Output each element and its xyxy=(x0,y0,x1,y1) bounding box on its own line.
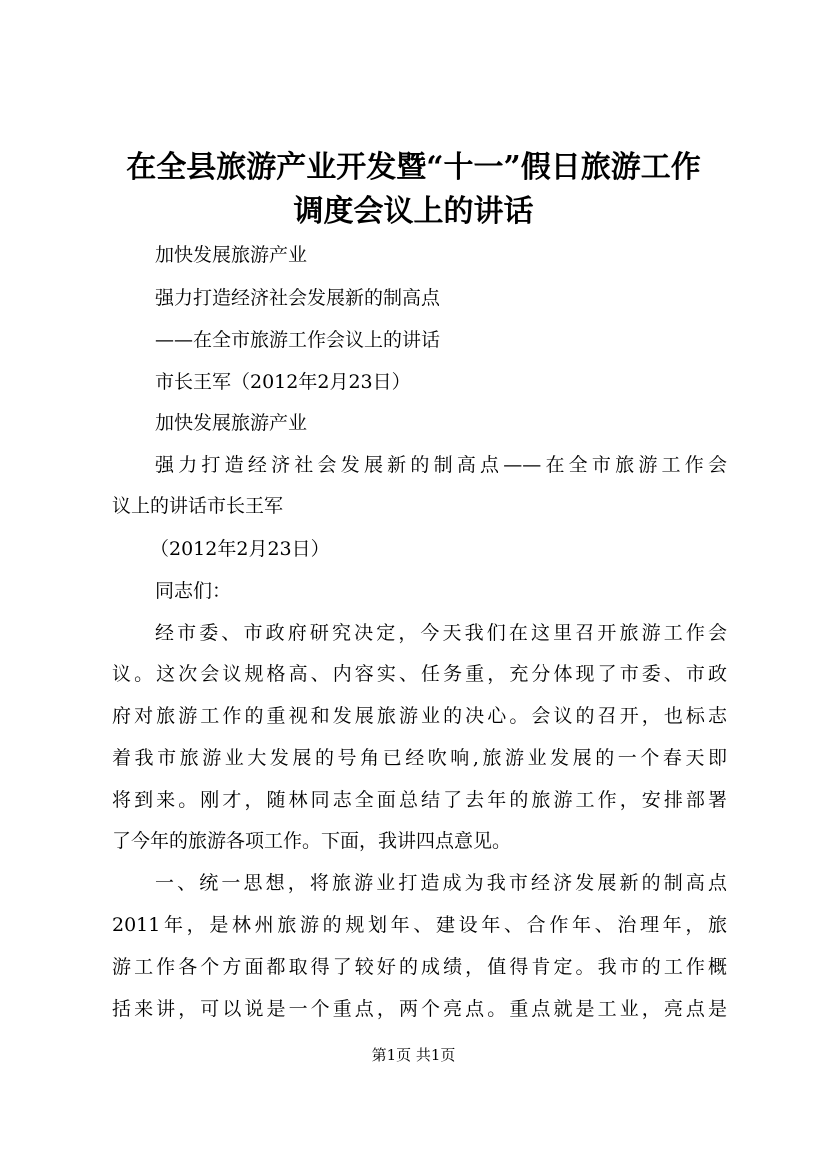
paragraph-line: 将到来。刚才，随林同志全面总结了去年的旅游工作，安排部署 xyxy=(112,789,727,811)
paragraph-line: 府对旅游工作的重视和发展旅游业的决心。会议的召开，也标志 xyxy=(112,705,727,727)
date-line: （2012年2月23日） xyxy=(150,538,330,560)
paragraph-line: 着我市旅游业大发展的号角已经吹响,旅游业发展的一个春天即 xyxy=(112,747,727,769)
document-title-line-2: 调度会议上的讲话 xyxy=(293,194,534,229)
paragraph-line: 2011年，是林州旅游的规划年、建设年、合作年、治理年，旅 xyxy=(112,914,727,936)
paragraph-line: 强力打造经济社会发展新的制高点——在全市旅游工作会 xyxy=(155,454,727,476)
paragraph-line: 议上的讲话市长王军 xyxy=(112,495,284,517)
subtitle-line: ——在全市旅游工作会议上的讲话 xyxy=(155,329,441,351)
subtitle-line: 加快发展旅游产业 xyxy=(155,244,308,266)
paragraph-line: 议。这次会议规格高、内容实、任务重，充分体现了市委、市政 xyxy=(112,663,727,685)
subtitle-line: 强力打造经济社会发展新的制高点 xyxy=(155,287,441,309)
page-footer: 第1页 共1页 xyxy=(371,1046,456,1064)
section-heading: 一、统一思想，将旅游业打造成为我市经济发展新的制高点 xyxy=(155,872,727,894)
paragraph-line: 了今年的旅游各项工作。下面，我讲四点意见。 xyxy=(112,830,512,852)
paragraph-line: 括来讲，可以说是一个重点，两个亮点。重点就是工业，亮点是 xyxy=(112,998,727,1020)
author-date-line: 市长王军（2012年2月23日） xyxy=(155,371,411,393)
subtitle-line: 加快发展旅游产业 xyxy=(155,412,308,434)
salutation: 同志们： xyxy=(155,580,232,602)
paragraph-line: 经市委、市政府研究决定，今天我们在这里召开旅游工作会 xyxy=(155,622,727,644)
document-title-line-1: 在全县旅游产业开发暨“十一”假日旅游工作 xyxy=(126,150,701,185)
paragraph-line: 游工作各个方面都取得了较好的成绩，值得肯定。我市的工作概 xyxy=(112,956,727,978)
